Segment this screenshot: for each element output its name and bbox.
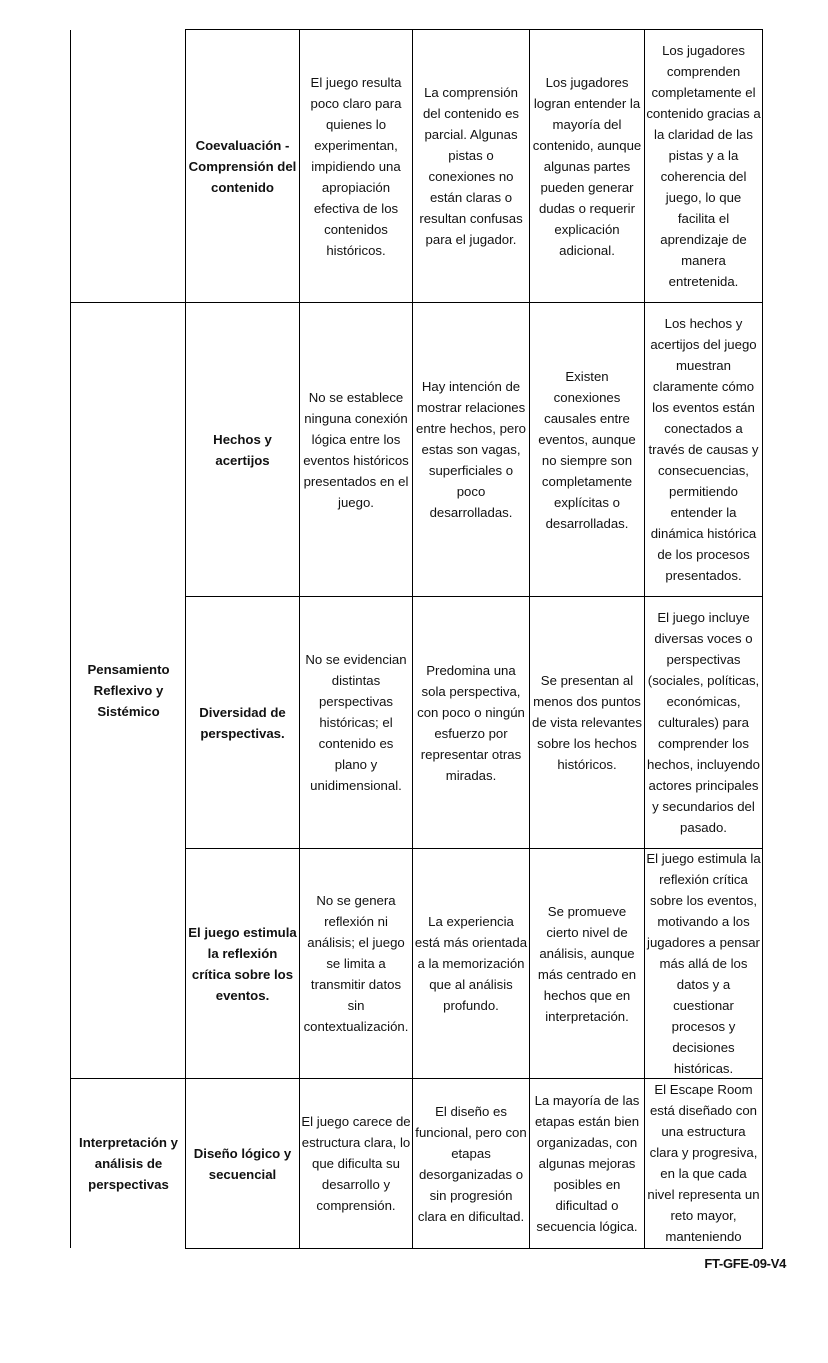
level1-cell: No se evidencian distintas perspectivas históricas; el contenido es plano y unidimensional.: [305, 652, 407, 793]
level4-cell: El Escape Room está diseñado con una estructura clara y progresiva, en la que cada nivel representa un reto mayor, manteniendo: [647, 1082, 760, 1244]
level1-cell: No se establece ninguna conexión lógica entre los eventos históricos presentados en el juego.: [303, 389, 409, 510]
level1-cell: El juego carece de estructura clara, lo que dificulta su desarrollo y comprensión.: [301, 1114, 411, 1213]
level4-cell: Los jugadores comprenden completamente el contenido gracias a la claridad de las pistas y a la coherencia del juego, lo que facilita el aprendizaje de manera entretenida.: [646, 43, 761, 289]
level4-cell: El juego incluye diversas voces o perspectivas (sociales, políticas, económicas, culturales) para comprender los hechos, incluyendo actores principales y secundarios del pasado.: [647, 610, 760, 835]
level2-cell: La comprensión del contenido es parcial. Algunas pistas o conexiones no están claras o resultan confusas para el jugador.: [419, 85, 523, 247]
criterion-cell: Coevaluación - Comprensión del contenido: [188, 137, 297, 195]
level3-cell: Los jugadores logran entender la mayoría del contenido, aunque algunas partes pueden generar dudas o requerir explicación adicional.: [532, 74, 642, 258]
dimension-interpretacion: Interpretación y análisis de perspectivas: [79, 1135, 178, 1192]
dimension-pensamiento: Pensamiento Reflexivo y Sistémico: [87, 662, 170, 719]
level2-cell: El diseño es funcional, pero con etapas desorganizadas o sin progresión clara en dificultad.: [415, 1103, 527, 1224]
criterion-cell: Diseño lógico y secuencial: [193, 1145, 292, 1182]
level1-cell: No se genera reflexión ni análisis; el juego se limita a transmitir datos sin contextualización.: [303, 893, 409, 1034]
criterion-cell: Hechos y acertijos: [213, 431, 272, 468]
level2-cell: La experiencia está más orientada a la memorización que al análisis profundo.: [414, 914, 528, 1013]
level3-cell: Se promueve cierto nivel de análisis, aunque más centrado en hechos que en interpretación.: [537, 903, 637, 1024]
criterion-cell: Diversidad de perspectivas.: [199, 704, 286, 741]
grid-line: [185, 1248, 763, 1249]
form-code: FT-GFE-09-V4: [704, 1256, 786, 1271]
level3-cell: La mayoría de las etapas están bien organizadas, con algunas mejoras posibles en dificultad o secuencia lógica.: [534, 1093, 640, 1234]
criterion-cell: El juego estimula la reflexión crítica sobre los eventos.: [188, 924, 297, 1003]
grid-line: [762, 29, 763, 1249]
level3-cell: Existen conexiones causales entre eventos, aunque no siempre son completamente explícitas o desarrolladas.: [538, 368, 636, 531]
level4-cell: El juego estimula la reflexión crítica sobre los eventos, motivando a los jugadores a pensar más allá de los datos y a cuestionar procesos y decisiones históricas.: [646, 851, 761, 1076]
level4-cell: Los hechos y acertijos del juego muestran claramente cómo los eventos están conectados a través de causas y consecuencias, permitiendo entender la dinámica histórica de los procesos presentados.: [648, 316, 759, 583]
level2-cell: Predomina una sola perspectiva, con poco o ningún esfuerzo por representar otras miradas.: [417, 662, 525, 783]
level1-cell: El juego resulta poco claro para quienes lo experimentan, impidiendo una apropiación efectiva de los contenidos históricos.: [310, 74, 402, 258]
level3-cell: Se presentan al menos dos puntos de vista relevantes sobre los hechos históricos.: [532, 673, 642, 772]
level2-cell: Hay intención de mostrar relaciones entre hechos, pero estas son vagas, superficiales o poco desarrolladas.: [416, 379, 526, 520]
